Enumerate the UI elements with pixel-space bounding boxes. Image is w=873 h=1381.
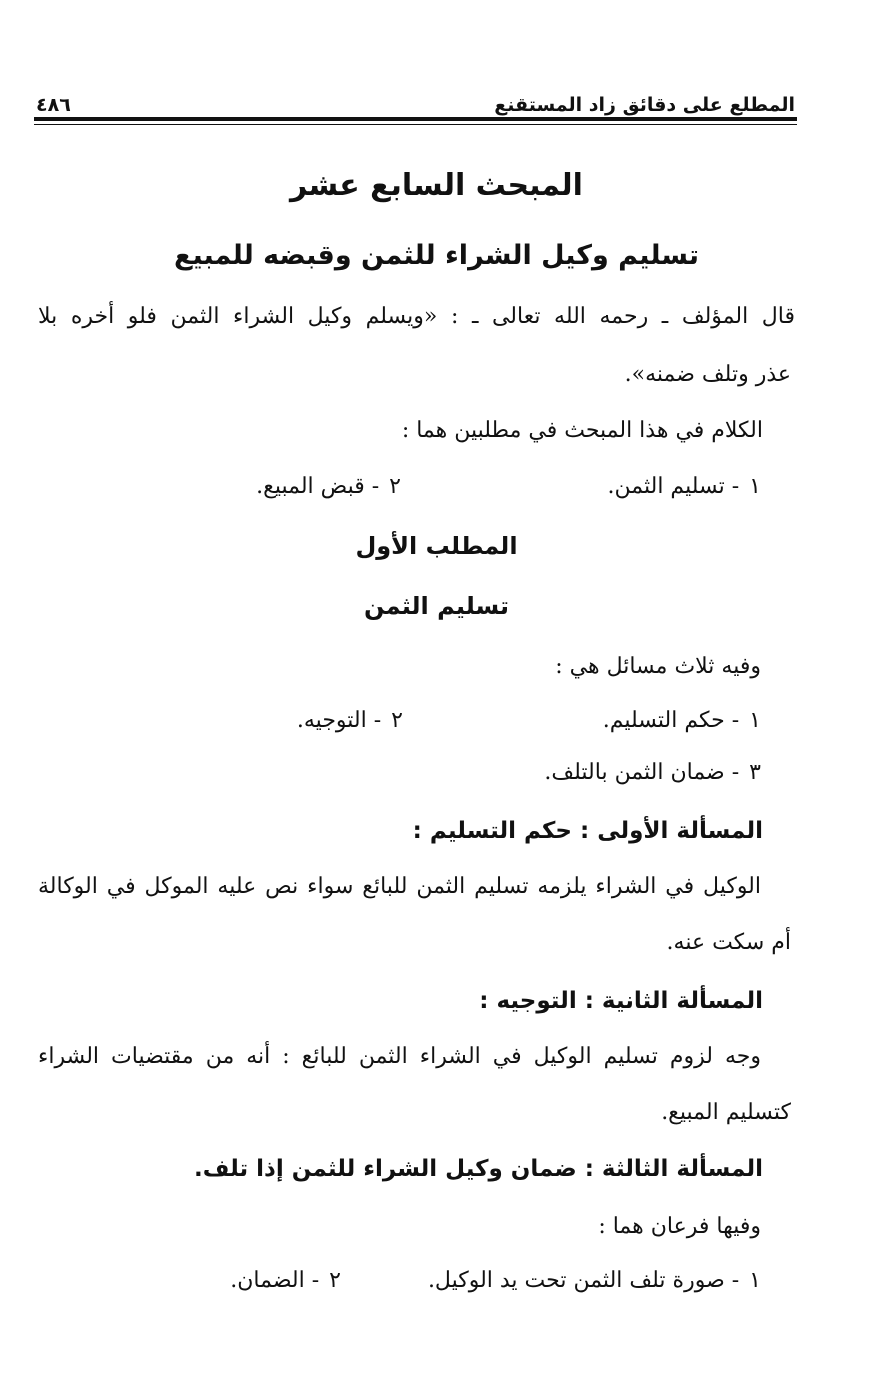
masala-2-line-1: وجه لزوم تسليم الوكيل في الشراء الثمن للبائع : أنه من مقتضيات الشراء <box>38 1044 761 1069</box>
topics-lead: الكلام في هذا المبحث في مطلبين هما : <box>401 418 763 443</box>
item-text: - صورة تلف الثمن تحت يد الوكيل. <box>427 1268 740 1293</box>
running-header <box>36 82 795 116</box>
matlab-title: المطلب الأول <box>355 532 518 560</box>
item-number: ٣ <box>749 760 761 785</box>
masala-3-item-1 <box>428 1268 761 1294</box>
item-number: ٢ <box>329 1268 341 1293</box>
header-rule-thick <box>34 117 797 121</box>
masala-2-heading: المسألة الثانية : التوجيه : <box>479 988 763 1014</box>
masala-3-lead: وفيها فرعان هما : <box>598 1214 761 1239</box>
item-text: - حكم التسليم. <box>602 708 740 733</box>
topic-item-2 <box>256 474 401 500</box>
masala-1-heading: المسألة الأولى : حكم التسليم : <box>412 818 763 844</box>
matlab-item-1 <box>603 708 761 734</box>
matlab-item-3 <box>544 760 761 786</box>
section-title: المبحث السابع عشر <box>290 168 583 203</box>
quote-line-1: قال المؤلف ـ رحمه الله تعالى ـ : «ويسلم وكيل الشراء الثمن فلو أخره بلا <box>38 304 795 329</box>
topic-number: ٢ <box>389 474 401 499</box>
masala-2-line-2: كتسليم المبيع. <box>661 1100 791 1125</box>
topic-item-1 <box>608 474 761 500</box>
header-rule-thin <box>34 124 797 125</box>
item-number: ١ <box>749 708 761 733</box>
running-title: المطلع على دقائق زاد المستقنع <box>494 94 795 116</box>
masala-1-line-1: الوكيل في الشراء يلزمه تسليم الثمن للبائع سواء نص عليه الموكل في الوكالة <box>38 874 761 899</box>
item-text: - ضمان الثمن بالتلف. <box>544 760 740 785</box>
matlab-subtitle: تسليم الثمن <box>364 592 509 620</box>
topic-text: - تسليم الثمن. <box>607 474 740 499</box>
page-number: ٤٨٦ <box>36 94 71 116</box>
matlab-lead: وفيه ثلاث مسائل هي : <box>555 654 761 679</box>
item-number: ١ <box>749 1268 761 1293</box>
item-number: ٢ <box>391 708 403 733</box>
section-subtitle: تسليم وكيل الشراء للثمن وقبضه للمبيع <box>174 240 699 271</box>
matlab-item-2 <box>297 708 403 734</box>
masala-3-heading: المسألة الثالثة : ضمان وكيل الشراء للثمن إذا تلف. <box>194 1156 763 1182</box>
item-text: - الضمان. <box>230 1268 320 1293</box>
item-text: - التوجيه. <box>296 708 382 733</box>
quote-line-2: عذر وتلف ضمنه». <box>624 362 791 387</box>
topic-text: - قبض المبيع. <box>256 474 380 499</box>
masala-3-item-2 <box>230 1268 341 1294</box>
topic-number: ١ <box>749 474 761 499</box>
masala-1-line-2: أم سكت عنه. <box>666 930 791 955</box>
